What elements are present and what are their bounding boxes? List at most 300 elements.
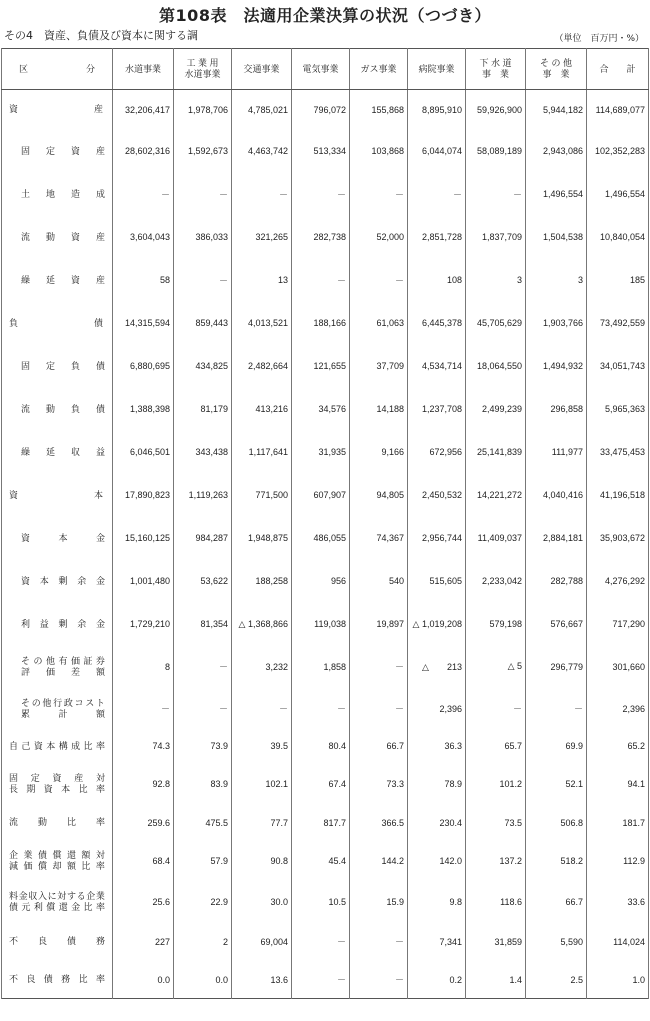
value-cell: 321,265 — [232, 216, 292, 259]
row-label-char: 動 — [37, 817, 47, 827]
table-row — [2, 922, 649, 962]
value-cell: 33,475,453 — [587, 431, 649, 474]
value-cell: 102.1 — [232, 763, 292, 805]
value-cell: 282,738 — [292, 216, 350, 259]
value-cell: 859,443 — [174, 302, 232, 345]
row-label-char: 本 — [58, 532, 68, 543]
value-cell: 111,977 — [526, 431, 587, 474]
value-cell: － — [292, 259, 350, 302]
row-label — [2, 216, 113, 259]
row-label-char: 資 — [9, 104, 19, 115]
value-cell: 576,667 — [526, 603, 587, 646]
value-cell: 52.1 — [526, 763, 587, 805]
row-label — [2, 90, 113, 130]
value-cell: 144.2 — [350, 841, 408, 882]
value-cell: 13 — [232, 259, 292, 302]
value-cell: △ 5 — [466, 646, 526, 688]
row-label-char: ス — [85, 697, 95, 708]
row-label-char: 債 — [95, 360, 105, 371]
header-label-char: 区 — [19, 63, 29, 74]
row-label-char: 評 — [21, 666, 31, 677]
value-cell: 607,907 — [292, 474, 350, 517]
row-label-char: 定 — [30, 772, 40, 783]
value-cell: 188,166 — [292, 302, 350, 345]
row-label-char: 繰 — [21, 274, 31, 285]
value-cell: 1,504,538 — [526, 216, 587, 259]
row-label-char: 良 — [37, 936, 47, 946]
row-label-char: 率 — [95, 861, 105, 871]
value-cell: 67.4 — [292, 763, 350, 805]
row-label-char: す — [66, 890, 76, 901]
value-cell: 1,858 — [292, 646, 350, 688]
row-label-char: 資 — [33, 740, 43, 751]
row-label-char: 債 — [9, 901, 19, 912]
row-label-char: 計 — [58, 708, 68, 719]
row-label-char: 利 — [33, 901, 43, 912]
value-cell: 434,825 — [174, 345, 232, 388]
value-cell: 8,895,910 — [408, 90, 466, 130]
value-cell: 10.5 — [292, 882, 350, 922]
row-label — [2, 517, 113, 560]
value-cell: － — [466, 173, 526, 216]
column-header-line: 合 計 — [599, 63, 636, 74]
table-row — [2, 345, 649, 388]
row-label — [2, 130, 113, 173]
value-cell: 1,117,641 — [232, 431, 292, 474]
row-label — [2, 431, 113, 474]
value-cell: 366.5 — [350, 805, 408, 841]
value-cell: 73,492,559 — [587, 302, 649, 345]
header-row — [2, 49, 649, 90]
value-cell: 14,221,272 — [466, 474, 526, 517]
value-cell: 137.2 — [466, 841, 526, 882]
row-label-char: 資 — [21, 575, 31, 586]
value-cell: △ 213 — [408, 646, 466, 688]
column-header-line: 水道事業 — [124, 63, 161, 74]
value-cell: 2.5 — [526, 962, 587, 999]
column-header-line: 水道事業 — [184, 69, 221, 79]
row-label-char: 己 — [21, 740, 31, 751]
row-label — [2, 841, 113, 882]
value-cell: 2,956,744 — [408, 517, 466, 560]
value-cell: 413,216 — [232, 388, 292, 431]
row-label-char: 本 — [46, 740, 56, 751]
value-cell: － — [466, 688, 526, 730]
row-label-char: 累 — [21, 708, 31, 719]
column-header-line: 電気事業 — [302, 63, 339, 74]
row-label-char: 資 — [70, 274, 80, 285]
value-cell: 31,859 — [466, 922, 526, 962]
value-cell: 579,198 — [466, 603, 526, 646]
row-label-char: 剰 — [58, 618, 68, 629]
row-label-char: 定 — [45, 360, 55, 371]
table-row — [2, 962, 649, 999]
row-label-char: 業 — [95, 890, 105, 901]
row-label-char: 比 — [66, 817, 76, 827]
value-cell: 78.9 — [408, 763, 466, 805]
row-label — [2, 646, 113, 688]
row-label — [2, 302, 113, 345]
value-cell: 18,064,550 — [466, 345, 526, 388]
row-label — [2, 962, 113, 999]
value-cell: 4,534,714 — [408, 345, 466, 388]
table-row — [2, 603, 649, 646]
value-cell: 112.9 — [587, 841, 649, 882]
row-label — [2, 388, 113, 431]
value-cell: － — [174, 173, 232, 216]
value-cell: 540 — [350, 560, 408, 603]
table-row — [2, 173, 649, 216]
table-row — [2, 560, 649, 603]
column-header — [466, 49, 526, 90]
value-cell: 230.4 — [408, 805, 466, 841]
value-cell: － — [232, 173, 292, 216]
value-cell: 181.7 — [587, 805, 649, 841]
value-cell: － — [174, 646, 232, 688]
value-cell: 59,926,900 — [466, 90, 526, 130]
value-cell: 66.7 — [350, 730, 408, 763]
value-cell: 3,232 — [232, 646, 292, 688]
value-cell: 1,496,554 — [587, 173, 649, 216]
value-cell: 155,868 — [350, 90, 408, 130]
column-header-line: 事 業 — [481, 69, 509, 79]
value-cell: 1,119,263 — [174, 474, 232, 517]
value-cell: 2,943,086 — [526, 130, 587, 173]
row-label-char: 有 — [58, 655, 68, 666]
value-cell: 1,837,709 — [466, 216, 526, 259]
value-cell: 301,660 — [587, 646, 649, 688]
value-cell: 28,602,316 — [113, 130, 174, 173]
row-label-char: 固 — [21, 145, 31, 156]
row-label-char: 業 — [23, 850, 33, 860]
table-row — [2, 841, 649, 882]
row-label-char: 償 — [52, 850, 62, 860]
row-label-char: 動 — [45, 403, 55, 414]
row-label — [2, 805, 113, 841]
value-cell: 102,352,283 — [587, 130, 649, 173]
row-label-char: 本 — [39, 575, 49, 586]
row-label-char: 負 — [70, 360, 80, 371]
row-label-char: 対 — [57, 890, 67, 901]
value-cell: 121,655 — [292, 345, 350, 388]
value-cell: 39.5 — [232, 730, 292, 763]
row-label-char: 他 — [42, 697, 52, 708]
row-label-char: 元 — [21, 901, 31, 912]
value-cell: 1,001,480 — [113, 560, 174, 603]
row-label-char: 土 — [21, 188, 31, 199]
row-label-char: 地 — [45, 188, 55, 199]
row-label — [2, 730, 113, 763]
value-cell: 57.9 — [174, 841, 232, 882]
value-cell: 817.7 — [292, 805, 350, 841]
value-cell: 35,903,672 — [587, 517, 649, 560]
value-cell: － — [408, 173, 466, 216]
value-cell: 65.2 — [587, 730, 649, 763]
column-header-line: 事 業 — [542, 69, 570, 79]
row-label-char: 資 — [70, 145, 80, 156]
value-cell: 80.4 — [292, 730, 350, 763]
value-cell: 53,622 — [174, 560, 232, 603]
value-cell: 11,409,037 — [466, 517, 526, 560]
row-label — [2, 474, 113, 517]
value-cell: △ 1,019,208 — [408, 603, 466, 646]
financial-table — [1, 48, 649, 999]
value-cell: 717,290 — [587, 603, 649, 646]
column-header-line: 病院事業 — [418, 63, 455, 74]
value-cell: 0.2 — [408, 962, 466, 999]
value-cell: 61,063 — [350, 302, 408, 345]
value-cell: △ 1,368,866 — [232, 603, 292, 646]
row-label-char: 余 — [77, 575, 87, 586]
value-cell: 73.9 — [174, 730, 232, 763]
row-label-char: ト — [95, 697, 105, 708]
row-label-char: 率 — [95, 817, 105, 827]
value-cell: 984,287 — [174, 517, 232, 560]
value-cell: 108 — [408, 259, 466, 302]
value-cell: 119,038 — [292, 603, 350, 646]
value-cell: 4,276,292 — [587, 560, 649, 603]
value-cell: 259.6 — [113, 805, 174, 841]
column-header — [587, 49, 649, 90]
value-cell: 672,956 — [408, 431, 466, 474]
value-cell: － — [350, 646, 408, 688]
value-cell: 0.0 — [113, 962, 174, 999]
value-cell: 19,897 — [350, 603, 408, 646]
value-cell: － — [113, 688, 174, 730]
value-cell: 956 — [292, 560, 350, 603]
row-label-char: 入 — [37, 890, 47, 901]
value-cell: 22.9 — [174, 882, 232, 922]
value-cell: 73.3 — [350, 763, 408, 805]
row-label-char: 産 — [95, 145, 105, 156]
row-label-char: 債 — [95, 403, 105, 414]
table-row — [2, 302, 649, 345]
row-label-char: 債 — [66, 936, 76, 946]
row-label-char: 資 — [21, 532, 31, 543]
row-label-char: 産 — [95, 231, 105, 242]
header-label-cell — [2, 49, 113, 90]
table-body — [2, 90, 649, 999]
value-cell: 282,788 — [526, 560, 587, 603]
value-cell: 69.9 — [526, 730, 587, 763]
value-cell: 9,166 — [350, 431, 408, 474]
row-label-char: 企 — [9, 850, 19, 860]
row-label-char: 本 — [61, 783, 71, 794]
row-label-char: コ — [74, 697, 84, 708]
row-label-char: 資 — [52, 772, 62, 783]
value-cell: 796,072 — [292, 90, 350, 130]
value-cell: 14,315,594 — [113, 302, 174, 345]
value-cell: － — [350, 688, 408, 730]
row-label-char: 造 — [70, 188, 80, 199]
value-cell: 2,233,042 — [466, 560, 526, 603]
value-cell: 2,396 — [587, 688, 649, 730]
table-row — [2, 730, 649, 763]
value-cell: 1,237,708 — [408, 388, 466, 431]
value-cell: 475.5 — [174, 805, 232, 841]
column-header — [350, 49, 408, 90]
value-cell: 2,884,181 — [526, 517, 587, 560]
row-label-char: 債 — [37, 850, 47, 860]
value-cell: 296,858 — [526, 388, 587, 431]
header-label-char: 分 — [85, 63, 95, 74]
value-cell: 1,978,706 — [174, 90, 232, 130]
value-cell: 41,196,518 — [587, 474, 649, 517]
value-cell: 5,965,363 — [587, 388, 649, 431]
row-label-char: 益 — [95, 446, 105, 457]
value-cell: 506.8 — [526, 805, 587, 841]
value-cell: 45.4 — [292, 841, 350, 882]
value-cell: 2,396 — [408, 688, 466, 730]
value-cell: 25.6 — [113, 882, 174, 922]
column-header — [408, 49, 466, 90]
value-cell: 69,004 — [232, 922, 292, 962]
value-cell: 103,868 — [350, 130, 408, 173]
value-cell: 81,179 — [174, 388, 232, 431]
value-cell: 2,482,664 — [232, 345, 292, 388]
value-cell: 2,450,532 — [408, 474, 466, 517]
row-label-char: 益 — [39, 618, 49, 629]
value-cell: 90.8 — [232, 841, 292, 882]
value-cell: 94.1 — [587, 763, 649, 805]
value-cell: 94,805 — [350, 474, 408, 517]
row-label-char: に — [47, 890, 57, 901]
value-cell: 52,000 — [350, 216, 408, 259]
value-cell: 2 — [174, 922, 232, 962]
row-label-char: 企 — [86, 890, 96, 901]
column-header — [526, 49, 587, 90]
value-cell: 8 — [113, 646, 174, 688]
table-row — [2, 259, 649, 302]
value-cell: 1,903,766 — [526, 302, 587, 345]
row-label — [2, 603, 113, 646]
value-cell: 515,605 — [408, 560, 466, 603]
table-row — [2, 882, 649, 922]
row-label-char: 額 — [95, 708, 105, 719]
value-cell: 14,188 — [350, 388, 408, 431]
row-label-char: 債 — [43, 974, 53, 985]
value-cell: － — [350, 962, 408, 999]
row-label-char: 務 — [95, 936, 105, 946]
value-cell: 1.0 — [587, 962, 649, 999]
row-label-char: 固 — [21, 360, 31, 371]
column-header-line: 交通事業 — [243, 63, 280, 74]
row-label-char: 良 — [26, 974, 36, 985]
value-cell: 74.3 — [113, 730, 174, 763]
row-label-char: 産 — [74, 772, 84, 783]
row-label-char: 産 — [95, 274, 105, 285]
value-cell: － — [292, 173, 350, 216]
row-label-char: 本 — [93, 489, 103, 500]
value-cell: 10,840,054 — [587, 216, 649, 259]
row-label-char: 産 — [93, 104, 103, 115]
value-cell: 31,935 — [292, 431, 350, 474]
table-row — [2, 646, 649, 688]
value-cell: 30.0 — [232, 882, 292, 922]
row-label-char: 還 — [58, 901, 68, 912]
row-label-char: 償 — [46, 901, 56, 912]
value-cell: 6,046,501 — [113, 431, 174, 474]
value-cell: － — [292, 922, 350, 962]
column-header-line: そ の 他 — [539, 58, 572, 68]
table-row — [2, 474, 649, 517]
value-cell: 114,689,077 — [587, 90, 649, 130]
value-cell: 2,499,239 — [466, 388, 526, 431]
row-label-char: 延 — [45, 274, 55, 285]
value-cell: 4,785,021 — [232, 90, 292, 130]
row-label-char: 収 — [70, 446, 80, 457]
value-cell: 518.2 — [526, 841, 587, 882]
value-cell: 17,890,823 — [113, 474, 174, 517]
row-label-char: 資 — [43, 783, 53, 794]
row-label-char: 比 — [78, 974, 88, 985]
value-cell: 81,354 — [174, 603, 232, 646]
value-cell: － — [232, 688, 292, 730]
row-label-char: 構 — [58, 740, 68, 751]
row-label-char: 額 — [95, 666, 105, 677]
value-cell: 2,851,728 — [408, 216, 466, 259]
row-label — [2, 763, 113, 805]
row-label-char: 率 — [95, 901, 105, 912]
value-cell: 37,709 — [350, 345, 408, 388]
unit-note: （単位 百万円・%） — [554, 34, 644, 44]
row-label-char: 流 — [9, 817, 19, 827]
row-label-char: 延 — [45, 446, 55, 457]
value-cell: － — [350, 173, 408, 216]
row-label-char: 金 — [95, 575, 105, 586]
value-cell: 5,944,182 — [526, 90, 587, 130]
row-label-char: 比 — [81, 861, 91, 871]
row-label-char: 比 — [83, 740, 93, 751]
row-label-char: 率 — [95, 783, 105, 794]
row-label-char: 利 — [21, 618, 31, 629]
value-cell: 58,089,189 — [466, 130, 526, 173]
row-label-char: 価 — [70, 655, 80, 666]
row-label-char: 不 — [9, 936, 19, 946]
value-cell: 3 — [466, 259, 526, 302]
row-label-char: 成 — [95, 188, 105, 199]
table-row — [2, 763, 649, 805]
row-label-char: 金 — [18, 890, 28, 901]
table-row — [2, 805, 649, 841]
value-cell: 3 — [526, 259, 587, 302]
value-cell: 13.6 — [232, 962, 292, 999]
value-cell: 7,341 — [408, 922, 466, 962]
value-cell: 1,948,875 — [232, 517, 292, 560]
row-label-char: 債 — [93, 317, 103, 328]
row-label-char: 政 — [63, 697, 73, 708]
value-cell: 15,160,125 — [113, 517, 174, 560]
row-label — [2, 560, 113, 603]
row-label-char: 自 — [9, 740, 19, 751]
value-cell: 1,388,398 — [113, 388, 174, 431]
value-cell: 6,445,378 — [408, 302, 466, 345]
value-cell: － — [174, 688, 232, 730]
table-row — [2, 388, 649, 431]
row-label-char: 負 — [9, 317, 19, 328]
value-cell: － — [526, 688, 587, 730]
row-label-char: 比 — [78, 783, 88, 794]
row-label-char: 償 — [37, 861, 47, 871]
row-label — [2, 922, 113, 962]
row-label-char: 固 — [9, 772, 19, 783]
row-label-char: 行 — [53, 697, 63, 708]
column-header — [292, 49, 350, 90]
value-cell: 73.5 — [466, 805, 526, 841]
row-label-char: 負 — [70, 403, 80, 414]
value-cell: 101.2 — [466, 763, 526, 805]
row-label-char: 資 — [70, 231, 80, 242]
